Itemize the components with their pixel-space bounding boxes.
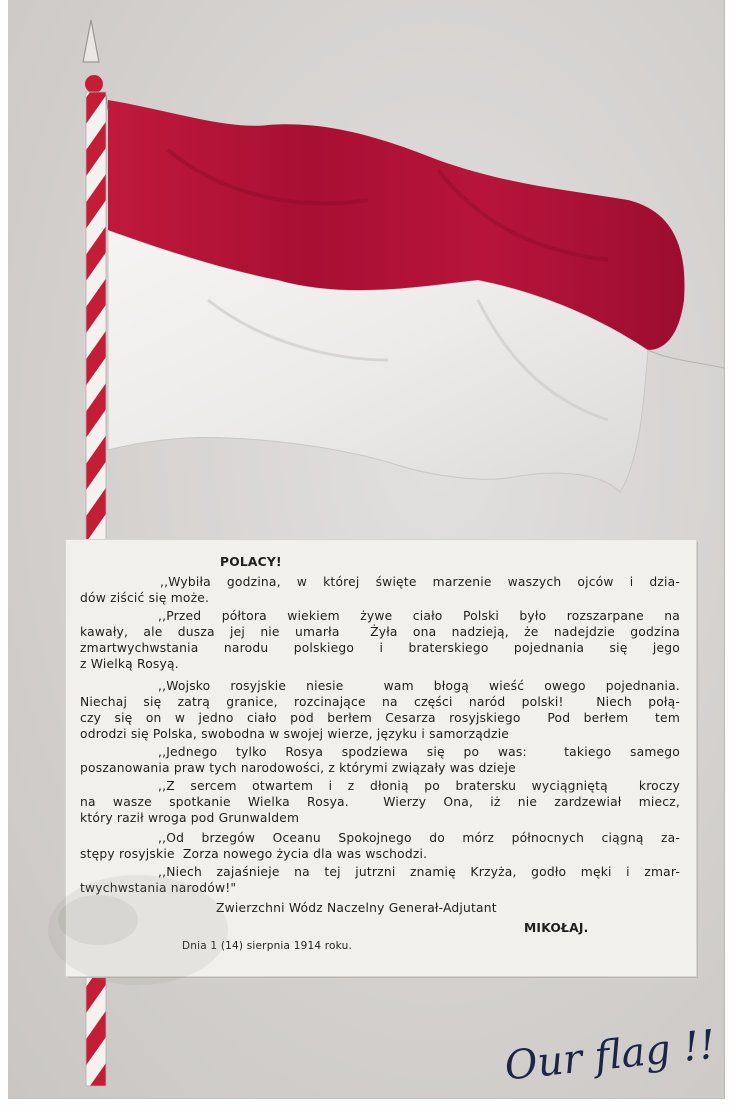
text-line: który raził wroga pod Grunwaldem xyxy=(80,811,300,825)
text-line: odrodzi się Polska, swobodna w swojej wierze, języku i samorządzie xyxy=(80,727,510,741)
text-line: ,,Wybiła godzina, w której święte marzenie waszych ojców i dzia- xyxy=(160,575,680,589)
text-line: Niechaj się zatrą granice, rozcinające na części naród polski! Niech połą- xyxy=(80,695,680,709)
proclamation-date: Dnia 1 (14) sierpnia 1914 roku. xyxy=(182,940,353,952)
text-line: zmartwychwstania narodu polskiego i braterskiego pojednania się jego xyxy=(80,641,680,655)
text-line: kawały, ale dusza jej nie umarła Żyła ona nadzieją, że nadejdzie godzina xyxy=(80,625,680,639)
polish-flag-icon xyxy=(106,95,724,492)
text-line: ,,Jednego tylko Rosya spodziewa się po was: takiego samego xyxy=(158,745,680,759)
text-line: z Wielką Rosyą. xyxy=(80,657,179,671)
text-line: ,,Niech zajaśnieje na tej jutrzni znamię Krzyża, godło męki i zmar- xyxy=(158,865,680,879)
proclamation-title: POLACY! xyxy=(220,555,282,569)
signature-rank: Zwierzchni Wódz Naczelny Generał-Adjutant xyxy=(216,901,497,915)
text-line: poszanowania praw tych narodowości, z którymi związały was dzieje xyxy=(80,761,516,775)
text-line: ,,Z sercem otwartem i z dłonią po bratersku wyciągniętą kroczy xyxy=(158,779,680,793)
text-line: dów ziścić się może. xyxy=(80,591,210,605)
postmark-smudge xyxy=(38,860,238,1000)
text-line: stępy rosyjskie Zorza nowego życia dla was wschodzi. xyxy=(80,847,428,861)
svg-text:Our flag !!: Our flag !! xyxy=(502,1021,718,1090)
text-line: na wasze spotkanie Wielka Rosya. Wierzy Ona, iż nie zardzewiał miecz, xyxy=(80,795,680,809)
text-line: ,,Przed półtora wiekiem żywe ciało Polski było rozszarpane na xyxy=(158,609,680,623)
text-line: ,,Od brzegów Oceanu Spokojnego do mórz północnych ciągną za- xyxy=(158,831,680,845)
text-line: ,,Wojsko rosyjskie niesie wam błogą wieść owego pojednania. xyxy=(158,679,680,693)
handwritten-note xyxy=(496,1002,725,1092)
signature-name: MIKOŁAJ. xyxy=(524,921,589,935)
text-line: czy się on w jedno ciało pod berłem Cesarza rosyjskiego Pod berłem tem xyxy=(80,711,680,725)
postcard xyxy=(8,0,725,1099)
text-line: twychwstania narodów!" xyxy=(80,881,237,895)
